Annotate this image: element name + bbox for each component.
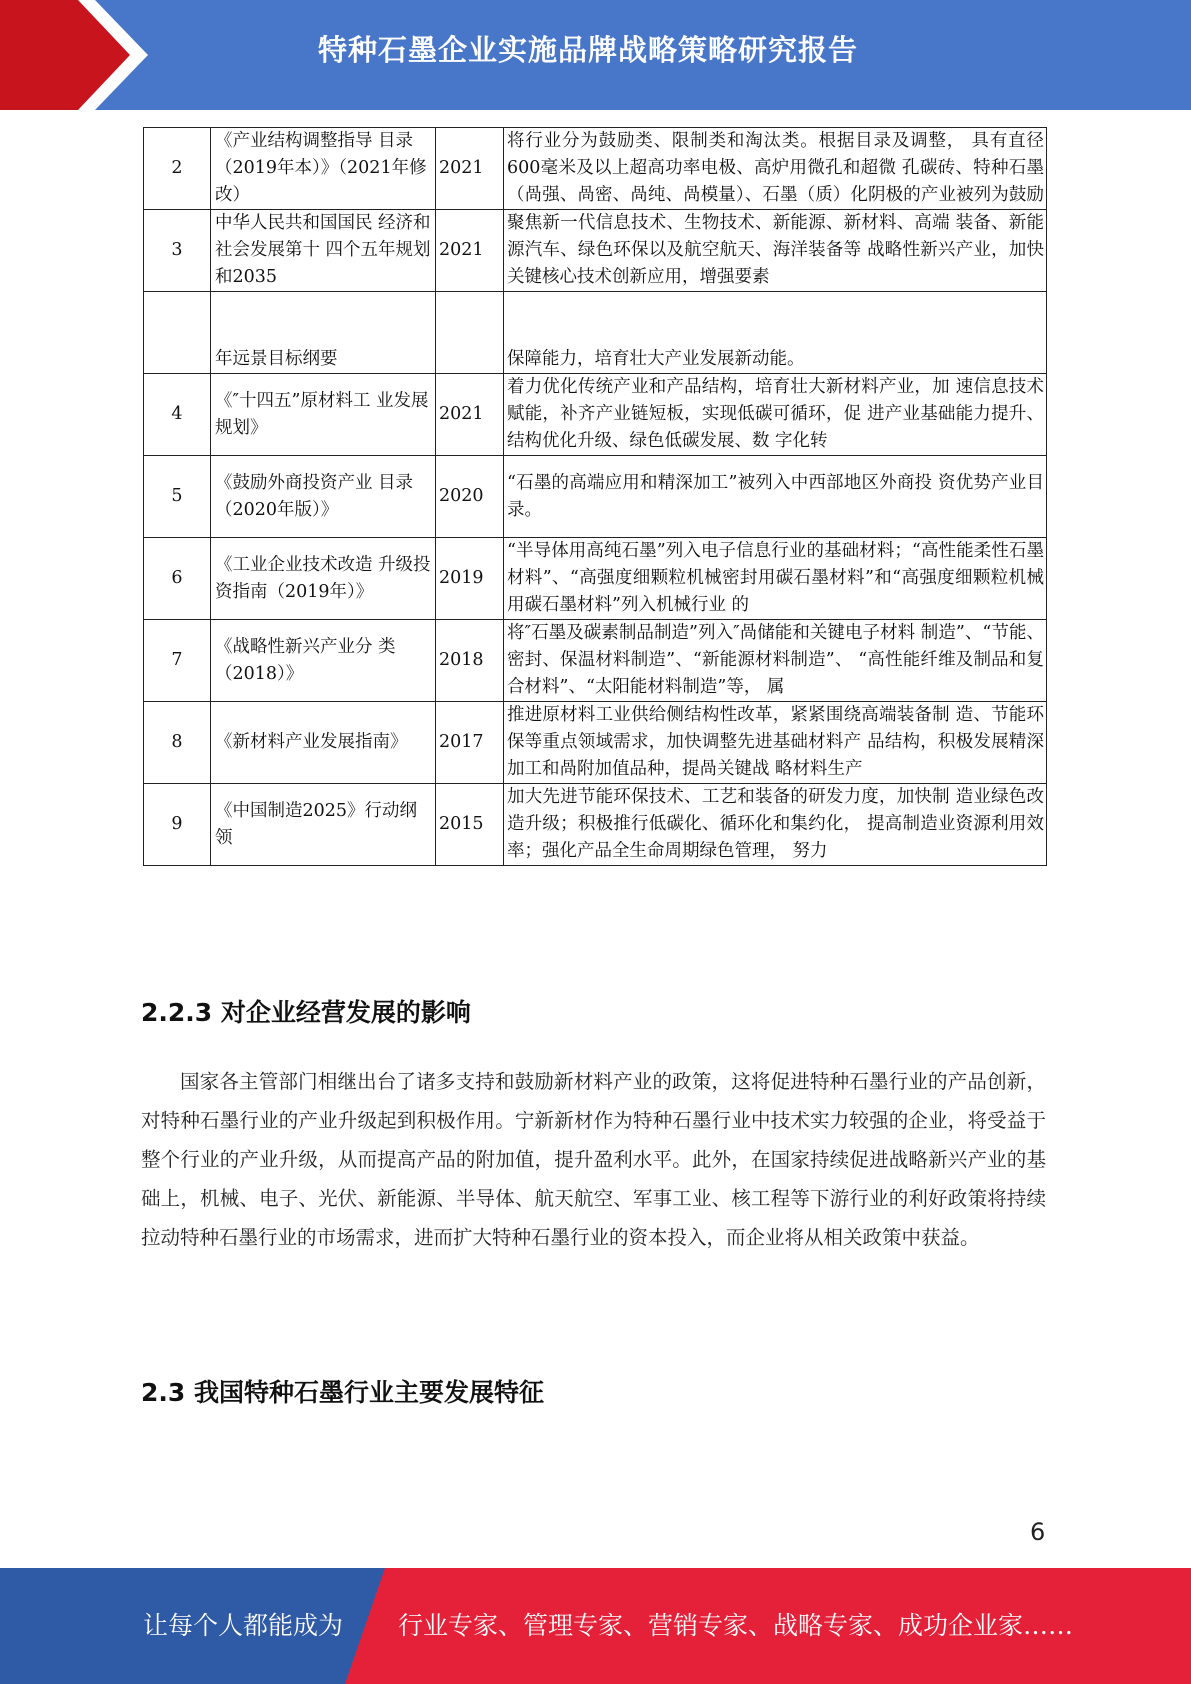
footer-slogan-left: 让每个人都能成为 [143, 1611, 344, 1640]
policy-content-cell-text: “半导体用高纯石墨”列入电子信息行业的基础材料；“高性能柔性石墨材料”、“高强度细颗粒机械密封用碳石墨材料”和“高强度细颗粒机械用碳石墨材料”列入机械行业 的 [507, 541, 1044, 615]
policy-name-cell-text: 中华人民共和国国民 经济和社会发展第十 四个五年规划和2035 [215, 213, 431, 287]
policy-year-cell [436, 702, 504, 784]
policy-year-cell [436, 538, 504, 620]
row-number-cell [144, 702, 211, 784]
policy-year-cell [436, 374, 504, 456]
row-number-cell [144, 128, 211, 210]
policy-name-cell-text: 年远景目标纲要 [215, 349, 338, 369]
policy-name-cell [211, 620, 436, 702]
policy-year-cell [436, 292, 504, 374]
policy-name-cell-text: 《新材料产业发展指南》 [215, 732, 408, 752]
policy-content-cell-text: “石墨的高端应用和精深加工”被列入中西部地区外商投 资优势产业目录。 [507, 472, 1044, 520]
table-row [144, 374, 1047, 456]
policy-year-cell [436, 128, 504, 210]
section-paragraph: 国家各主管部门相继出台了诸多支持和鼓励新材料产业的政策，这将促进特种石墨行业的产品创新，对特种石墨行业的产业升级起到积极作用。宁新新材作为特种石墨行业中技术实力较强的企业，将受益于整个行业的产业升级，从而提高产品的附加值，提升盈利水平。此外，在国家持续促进战略新兴产业的基础上，机械、电子、光伏、新能源、半导体、航天航空、军事工业、核工程等下游行业的利好政策将持续拉动特种石墨行业的市场需求，进而扩大特种石墨行业的资本投入，而企业将从相关政策中获益。 [141, 1070, 1046, 1249]
policy-content-cell [504, 456, 1047, 538]
page-footer [0, 1568, 1191, 1684]
policy-year-cell-text: 2021 [439, 158, 484, 178]
policy-year-cell [436, 456, 504, 538]
table-row [144, 702, 1047, 784]
policy-content-cell-text: 聚焦新一代信息技术、生物技术、新能源、新材料、高端 装备、新能源汽车、绿色环保以及航空航天、海洋装备等 战略性新兴产业，加快关键核心技术创新应用，增强要素 [507, 213, 1044, 287]
policy-content-cell [504, 292, 1047, 374]
policy-name-cell [211, 210, 436, 292]
policy-name-cell [211, 128, 436, 210]
row-number-cell [144, 538, 211, 620]
row-number-cell-text: 8 [171, 732, 183, 752]
row-number-cell-text: 3 [171, 240, 183, 260]
table-row [144, 620, 1047, 702]
policy-year-cell-text: 2015 [439, 814, 484, 834]
row-number-cell [144, 210, 211, 292]
policy-year-cell-text: 2021 [439, 404, 484, 424]
section-heading-2-2-3: 2.2.3 对企业经营发展的影响 [141, 998, 471, 1027]
policy-name-cell [211, 702, 436, 784]
policy-name-cell [211, 374, 436, 456]
row-number-cell-text: 5 [171, 486, 183, 506]
policy-name-cell [211, 456, 436, 538]
policy-name-cell [211, 292, 436, 374]
page-number: 6 [1030, 1518, 1046, 1546]
row-number-cell [144, 456, 211, 538]
policy-year-cell [436, 210, 504, 292]
policy-name-cell-text: 《工业企业技术改造 升级投资指南（2019年）》 [215, 554, 431, 602]
policy-content-cell-text: 推进原材料工业供给侧结构性改革，紧紧围绕高端装备制 造、节能环保等重点领域需求，加快调整先进基础材料产 品结构，积极发展精深加工和咼附加值品种，提咼关键战 略材料生产 [507, 705, 1044, 779]
row-number-cell [144, 292, 211, 374]
policy-year-cell-text: 2020 [439, 486, 484, 506]
policy-year-cell [436, 784, 504, 866]
policy-year-cell-text: 2021 [439, 240, 484, 260]
row-number-cell [144, 784, 211, 866]
policy-name-cell [211, 538, 436, 620]
row-number-cell [144, 620, 211, 702]
policy-content-cell [504, 784, 1047, 866]
policy-year-cell [436, 620, 504, 702]
footer-slogan-right: 行业专家、管理专家、营销专家、战略专家、成功企业家…… [398, 1611, 1074, 1640]
row-number-cell [144, 374, 211, 456]
policy-name-cell-text: 《中国制造2025》行动纲领 [215, 800, 418, 848]
policy-content-cell-text: 将行业分为鼓励类、限制类和淘汰类。根据目录及调整， 具有直径600毫米及以上超高功率电极、高炉用微孔和超微 孔碳砖、特种石墨（咼强、咼密、咼纯、咼模量）、石墨（质）化阴极的产业被列为鼓励 [507, 131, 1044, 205]
policy-content-cell [504, 620, 1047, 702]
policy-content-cell [504, 538, 1047, 620]
policy-content-cell [504, 374, 1047, 456]
row-number-cell-text: 4 [171, 404, 183, 424]
page-header [0, 0, 1191, 110]
table-row [144, 784, 1047, 866]
policy-table [143, 127, 1047, 866]
policy-content-cell [504, 702, 1047, 784]
policy-content-cell-text: 着力优化传统产业和产品结构，培育壮大新材料产业，加 速信息技术赋能，补齐产业链短板，实现低碳可循环，促 进产业基础能力提升、结构优化升级、绿色低碳发展、数 字化转 [507, 377, 1044, 451]
row-number-cell-text: 6 [171, 568, 183, 588]
policy-name-cell-text: 《产业结构调整指导 目录（2019年本）》（2021年修改） [215, 131, 427, 205]
policy-year-cell-text: 2019 [439, 568, 484, 588]
table-row [144, 538, 1047, 620]
header-title: 特种石墨企业实施品牌战略策略研究报告 [318, 33, 859, 67]
policy-content-cell-text: 将″石墨及碳素制品制造”列入″咼储能和关键电子材料 制造”、“节能、密封、保温材料制造”、“新能源材料制造”、 “高性能纤维及制品和复合材料”、“太阳能材料制造”等， 属 [507, 623, 1044, 697]
policy-content-cell [504, 128, 1047, 210]
policy-content-cell-text: 加大先进节能环保技术、工艺和装备的研发力度，加快制 造业绿色改造升级；积极推行低碳化、循环化和集约化， 提高制造业资源利用效率；强化产品全生命周期绿色管理， 努力 [507, 787, 1044, 861]
table-row [144, 128, 1047, 210]
table-row [144, 292, 1047, 374]
section-heading-2-3: 2.3 我国特种石墨行业主要发展特征 [141, 1378, 544, 1407]
row-number-cell-text: 2 [171, 158, 183, 178]
policy-content-cell [504, 210, 1047, 292]
table-row [144, 456, 1047, 538]
policy-name-cell-text: 《战略性新兴产业分 类（2018）》 [215, 636, 396, 684]
table-row [144, 210, 1047, 292]
policy-content-cell-text: 保障能力，培育壮大产业发展新动能。 [507, 349, 805, 369]
row-number-cell-text: 9 [171, 814, 183, 834]
policy-year-cell-text: 2018 [439, 650, 484, 670]
policy-year-cell-text: 2017 [439, 732, 484, 752]
policy-name-cell-text: 《″十四五”原材料工 业发展规划》 [215, 390, 429, 438]
policy-name-cell [211, 784, 436, 866]
policy-name-cell-text: 《鼓励外商投资产业 目录（2020年版）》 [215, 472, 414, 520]
row-number-cell-text: 7 [171, 650, 183, 670]
